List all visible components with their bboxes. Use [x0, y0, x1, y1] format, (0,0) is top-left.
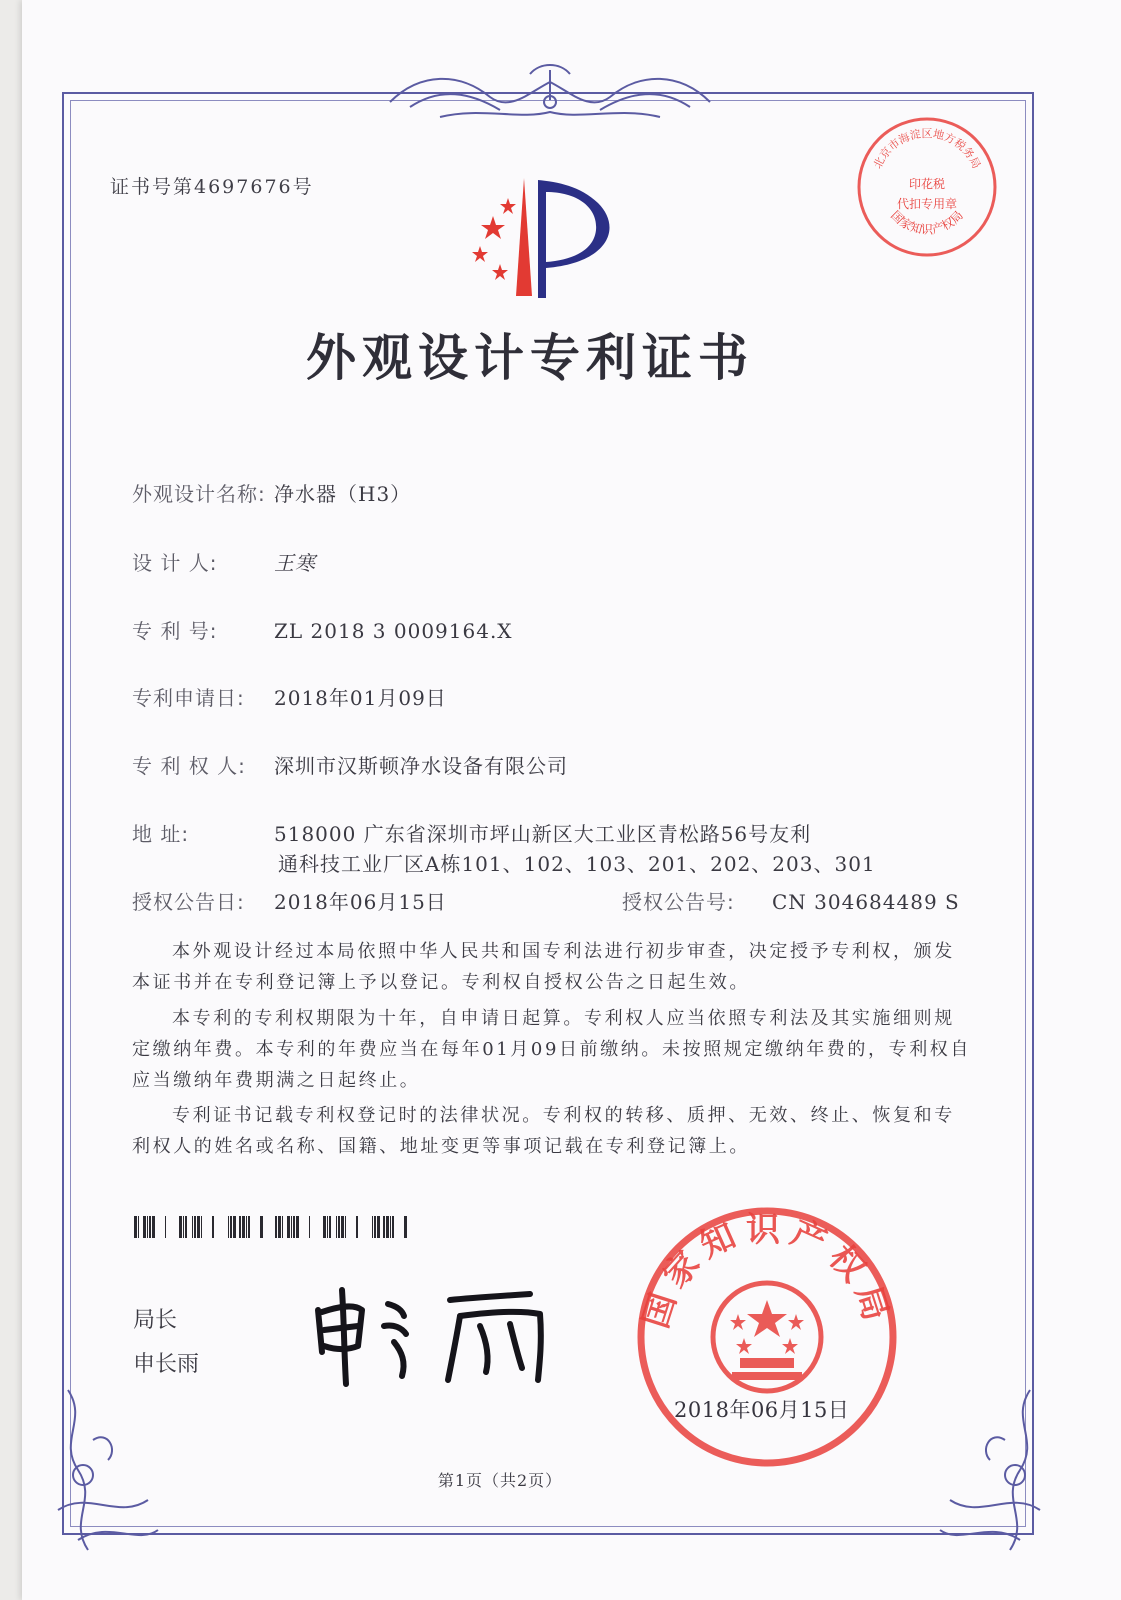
- patent-number-field: [132, 615, 513, 644]
- certificate-number: 证书号第4697676号: [110, 176, 314, 198]
- barcode-bar: [138, 1216, 139, 1238]
- official-seal: [632, 1202, 902, 1472]
- director-name: 申长雨: [133, 1352, 200, 1377]
- barcode-bar: [404, 1216, 407, 1238]
- address-field: [132, 818, 811, 847]
- barcode-bar: [233, 1216, 236, 1238]
- paragraph-term: 本专利的专利权期限为十年，自申请日起算。专利权人应当依照专利法及其实施细则规定缴纳年费。本专利的年费应当在每年01月09日前缴纳。未按照规定缴纳年费的，专利权自应当缴纳年费期满之日起终止。: [132, 1008, 972, 1091]
- barcode-bar: [152, 1216, 155, 1238]
- barcode-bar: [338, 1216, 340, 1238]
- design-name-field: [132, 478, 411, 507]
- barcode-bar: [293, 1216, 295, 1238]
- barcode-bar: [165, 1216, 166, 1238]
- certificate-title: 外观设计专利证书: [306, 329, 754, 387]
- seal-ring-text: 国家知识产权局: [635, 1209, 899, 1334]
- address-line2: 通科技工业厂区A栋101、102、103、201、202、203、301: [278, 852, 876, 876]
- design-name-value: 净水器（H3）: [274, 482, 412, 506]
- barcode-bar: [372, 1216, 373, 1238]
- address-line1: 518000 广东省深圳市坪山新区大工业区青松路56号友利: [274, 822, 812, 846]
- barcode-bar: [275, 1216, 277, 1238]
- barcode-bar: [194, 1216, 196, 1238]
- grant-number-label: 授权公告号:: [622, 890, 735, 914]
- barcode-bar: [392, 1216, 394, 1238]
- paragraph-legal-status: 专利证书记载专利权登记时的法律状况。专利权的转移、质押、无效、终止、恢复和专利权人的姓名或名称、国籍、地址变更等事项记载在专利登记簿上。: [132, 1105, 955, 1157]
- barcode-bar: [147, 1216, 148, 1238]
- barcode-bar: [291, 1216, 292, 1238]
- barcode-bar: [248, 1216, 250, 1238]
- designer-label: 设 计 人:: [132, 551, 218, 575]
- svg-text:国家知识产权局: [888, 208, 966, 237]
- barcode-bar: [323, 1216, 326, 1238]
- barcode-bar: [296, 1216, 299, 1238]
- barcode-bar: [327, 1216, 328, 1238]
- filing-date-field: [132, 682, 447, 711]
- barcode-bar: [282, 1216, 283, 1238]
- national-emblem-icon: [713, 1283, 821, 1391]
- design-name-label: 外观设计名称:: [132, 482, 266, 506]
- barcode-bar: [230, 1216, 232, 1238]
- address-label: 地 址:: [132, 822, 190, 846]
- tax-stamp-line1: 印花税: [908, 177, 946, 191]
- patentee-label: 专 利 权 人:: [132, 754, 246, 778]
- barcode-bar: [309, 1216, 310, 1238]
- barcode-bar: [260, 1216, 263, 1238]
- barcode-bar: [197, 1216, 200, 1238]
- barcode-bar: [149, 1216, 151, 1238]
- tax-stamp: [852, 112, 1002, 262]
- barcode-bar: [278, 1216, 281, 1238]
- grant-number-value: CN 304684489 S: [772, 890, 960, 914]
- tax-stamp-bottom-text: 国家知识产权局: [888, 208, 966, 237]
- grant-date-label: 授权公告日:: [132, 890, 245, 914]
- patentee-field: [132, 750, 568, 779]
- grant-number-field: [622, 886, 960, 915]
- director-signature: [310, 1280, 560, 1390]
- barcode-bar: [201, 1216, 202, 1238]
- designer-value: 王寒: [274, 551, 316, 575]
- barcode-bar: [345, 1216, 346, 1238]
- grant-date-field: [132, 886, 447, 915]
- director-title: 局长: [133, 1308, 178, 1333]
- grant-date-value: 2018年06月15日: [274, 890, 447, 914]
- barcode-bar: [246, 1216, 247, 1238]
- patent-number-value: ZL 2018 3 0009164.X: [274, 619, 513, 643]
- designer-field: [132, 547, 316, 576]
- barcode-bar: [183, 1216, 184, 1238]
- patent-office-logo: [458, 168, 628, 308]
- barcode-bar: [341, 1216, 344, 1238]
- filing-date-label: 专利申请日:: [132, 686, 245, 710]
- barcode-bar: [242, 1216, 245, 1238]
- filing-date-value: 2018年01月09日: [274, 686, 447, 710]
- barcode-bar: [287, 1216, 290, 1238]
- patent-number-label: 专 利 号:: [132, 619, 218, 643]
- barcode-bar: [143, 1216, 146, 1238]
- barcode-bar: [356, 1216, 358, 1238]
- patentee-value: 深圳市汉斯顿净水设备有限公司: [274, 754, 568, 778]
- barcode-bar: [192, 1216, 193, 1238]
- barcode-bar: [329, 1216, 331, 1238]
- barcode-bar: [336, 1216, 337, 1238]
- tax-stamp-line2: 代扣专用章: [896, 197, 958, 211]
- page-footer: 第1页（共2页）: [437, 1471, 563, 1490]
- barcode-bar: [212, 1216, 214, 1238]
- barcode-bar: [377, 1216, 380, 1238]
- barcode: [134, 1216, 416, 1238]
- seal-date: 2018年06月15日: [674, 1398, 850, 1422]
- barcode-bar: [383, 1216, 385, 1238]
- barcode-bar: [374, 1216, 376, 1238]
- tax-stamp-ring-text: 北京市海淀区地方税务局: [870, 127, 984, 171]
- paragraph-examination: 本外观设计经过本局依照中华人民共和国专利法进行初步审查，决定授予专利权，颁发本证书并在专利登记簿上予以登记。专利权自授权公告之日起生效。: [132, 941, 955, 993]
- barcode-bar: [179, 1216, 182, 1238]
- barcode-bar: [185, 1216, 187, 1238]
- barcode-bar: [239, 1216, 241, 1238]
- barcode-bar: [228, 1216, 229, 1238]
- barcode-bar: [390, 1216, 391, 1238]
- top-ornament: [380, 62, 720, 132]
- barcode-bar: [134, 1216, 137, 1238]
- barcode-bar: [386, 1216, 389, 1238]
